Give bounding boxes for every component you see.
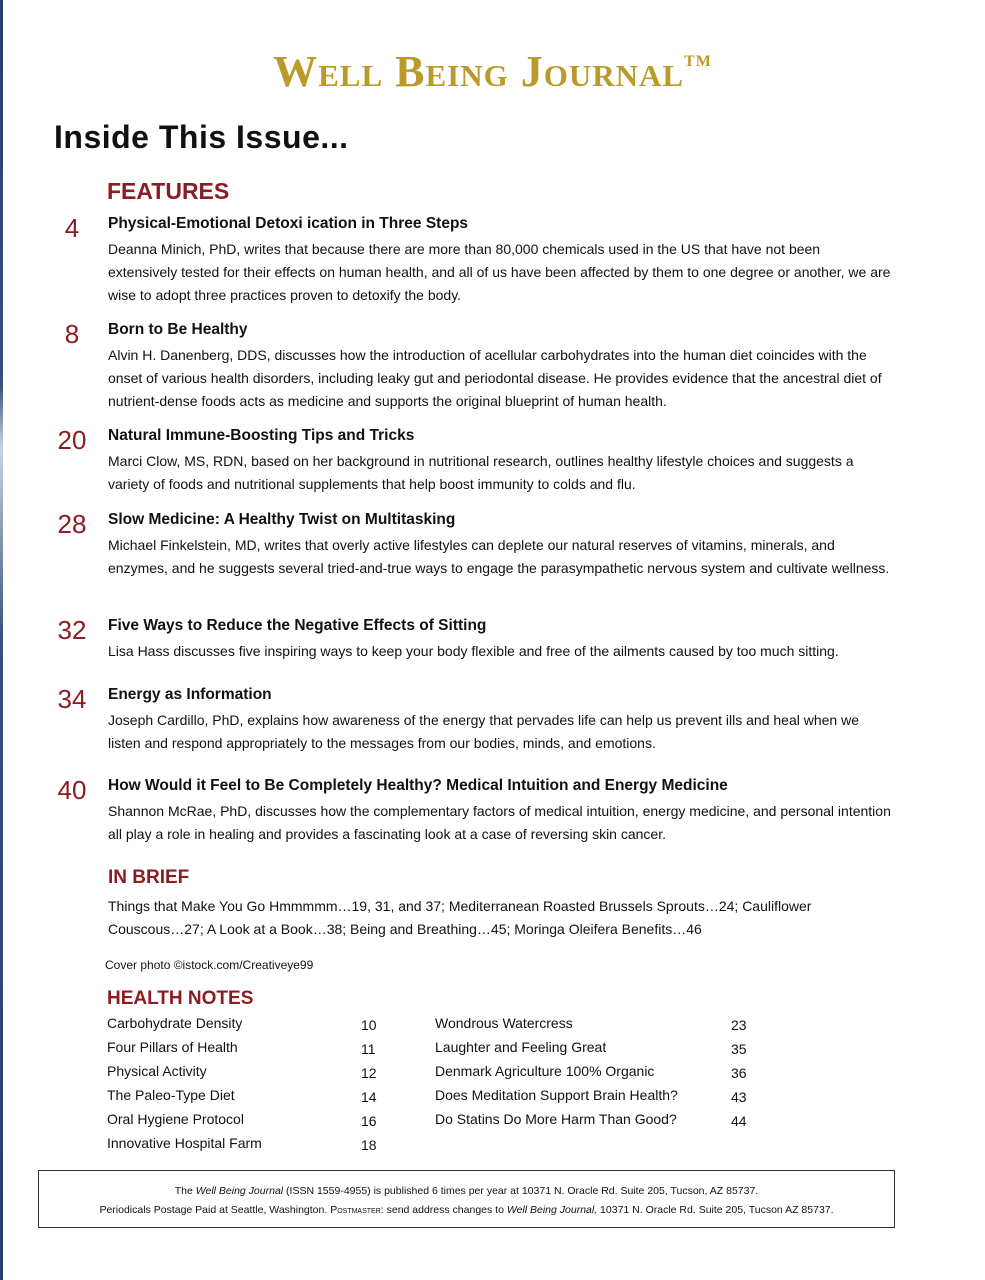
footer-journal-name: Well Being Journal, [506,1204,598,1216]
feature-page-number: 40 [57,775,87,805]
feature-description: Shannon McRae, PhD, discusses how the complementary factors of medical intuition, energy medicine, and personal intention all play a role in healing and provides a fascinating look at a case of reversing skin cancer. [108,803,891,842]
health-note-page: 43 [731,1089,747,1105]
health-note-label: Does Meditation Support Brain Health? [435,1087,678,1103]
health-note-page: 36 [731,1065,747,1081]
trademark-mark: TM [684,53,712,70]
health-note-page: 44 [731,1113,747,1129]
health-note-label: Do Statins Do More Harm Than Good? [435,1111,677,1127]
feature-page-number: 4 [64,213,80,243]
cover-photo-credit: Cover photo ©istock.com/Creativeye99 [105,958,314,972]
footer-text: : send address changes to [380,1204,507,1216]
footer-text: 10371 N. Oracle Rd. Suite 205, Tucson AZ 85737. [597,1204,834,1216]
health-note-label: Oral Hygiene Protocol [107,1111,244,1127]
page-title: Inside This Issue... [54,119,349,155]
health-notes-heading: HEALTH NOTES [107,988,254,1009]
feature-title[interactable]: How Would it Feel to Be Completely Healthy? Medical Intuition and Energy Medicine [108,777,728,794]
health-note-label: Innovative Hospital Farm [107,1135,262,1151]
health-note-page: 23 [731,1017,747,1033]
in-brief-heading: IN BRIEF [108,867,190,888]
feature-page-number: 8 [64,319,80,349]
health-note-page: 14 [361,1089,377,1105]
feature-description: Lisa Hass discusses five inspiring ways to keep your body flexible and free of the ailments caused by too much sitting. [108,643,839,659]
publication-info-line-1 [39,1185,894,1197]
feature-page-number: 32 [57,615,87,645]
footer-text: The [174,1185,196,1197]
feature-description: Joseph Cardillo, PhD, explains how awareness of the energy that pervades life can help us prevent ills and heal when we listen and respond appropriately to the messages from our bodies, minds, and emotions. [108,712,859,751]
feature-page-number: 28 [57,509,87,539]
feature-title[interactable]: Physical-Emotional Detoxi ication in Three Steps [108,215,469,232]
feature-description: Marci Clow, MS, RDN, based on her background in nutritional research, outlines healthy lifestyle choices and suggests a variety of foods and nutritional supplements that help boost immunity to colds and flu. [108,453,854,492]
feature-title[interactable]: Born to Be Healthy [108,321,248,338]
masthead-title: Well Being Journal [273,47,685,96]
health-note-label: Carbohydrate Density [107,1015,243,1031]
footer-postmaster: Postmaster [330,1204,381,1216]
publication-info-line-2 [39,1204,894,1216]
feature-title[interactable]: Slow Medicine: A Healthy Twist on Multitasking [108,511,456,528]
publication-info-box [38,1170,895,1228]
feature-description: Michael Finkelstein, MD, writes that overly active lifestyles can deplete our natural reserves of vitamins, minerals, and enzymes, and he suggests several tried-and-true ways to engage the parasympathetic nervous system and cultivate wellness. [108,537,890,576]
left-edge-rule [0,0,3,1280]
feature-title[interactable]: Five Ways to Reduce the Negative Effects of Sitting [108,617,487,634]
health-note-page: 35 [731,1041,747,1057]
health-note-page: 11 [361,1041,376,1057]
feature-description: Deanna Minich, PhD, writes that because there are more than 80,000 chemicals used in the US that have not been extensively tested for their effects on human health, and all of us have been affected by them to one degree or another, we are wise to adopt three practices proven to detoxify the body. [108,241,891,303]
footer-text: (ISSN 1559-4955) is published 6 times per year at 10371 N. Oracle Rd. Suite 205, Tucson, AZ 85737. [283,1185,759,1197]
health-note-page: 16 [361,1113,377,1129]
health-note-label: Denmark Agriculture 100% Organic [435,1063,655,1079]
health-note-page: 10 [361,1017,377,1033]
in-brief-text: Things that Make You Go Hmmmmm…19, 31, and 37; Mediterranean Roasted Brussels Sprouts…24; Cauliflower Couscous…27; A Look at a Book…38; Being and Breathing…45; Moringa Oleifera Benefits…46 [108,898,812,937]
health-note-label: Four Pillars of Health [107,1039,238,1055]
footer-journal-name: Well Being Journal [195,1185,284,1197]
feature-title[interactable]: Energy as Information [108,686,272,703]
features-heading: FEATURES [107,178,230,204]
health-note-page: 18 [361,1137,377,1153]
footer-text: Periodicals Postage Paid at Seattle, Washington. [99,1204,331,1216]
health-note-label: Laughter and Feeling Great [435,1039,607,1055]
feature-title[interactable]: Natural Immune-Boosting Tips and Tricks [108,427,415,444]
health-note-label: The Paleo-Type Diet [107,1087,235,1103]
feature-description: Alvin H. Danenberg, DDS, discusses how the introduction of acellular carbohydrates into the human diet coincides with the onset of various health disorders, including leaky gut and periodontal disease. He provides evidence that the ancestral diet of nutrient-dense foods acts as medicine and supports the original blueprint of human health. [108,347,882,409]
health-note-page: 12 [361,1065,377,1081]
feature-page-number: 20 [57,425,87,455]
health-note-label: Wondrous Watercress [435,1015,573,1031]
feature-page-number: 34 [57,684,87,714]
health-note-label: Physical Activity [107,1063,207,1079]
masthead [0,46,985,97]
